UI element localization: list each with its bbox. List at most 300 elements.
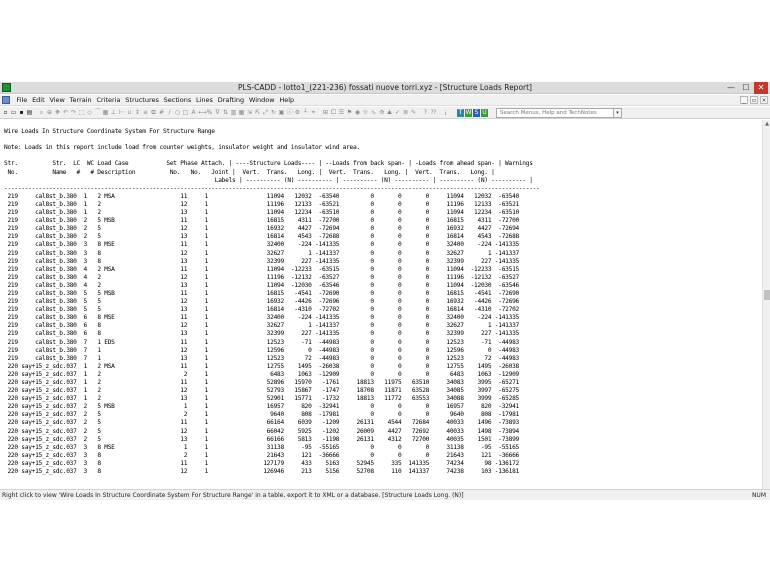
cell-wc: 8: [86, 322, 101, 330]
cell-wc: 5: [86, 419, 101, 427]
cell-al: -73893: [491, 419, 519, 427]
cell-joint: [208, 225, 239, 232]
cell-wc: 2: [86, 281, 101, 289]
update-check-icon[interactable]: U: [482, 109, 487, 116]
cell-phase: 1: [187, 281, 208, 289]
cell-sl: -32941: [311, 403, 340, 411]
wire-icon[interactable]: ∿: [370, 109, 377, 116]
cell-sl: -55165: [311, 443, 340, 451]
cell-bl: 141337: [401, 468, 430, 476]
cell-wc: 5: [86, 435, 101, 443]
menu-sections[interactable]: Sections: [163, 96, 192, 104]
num-lock-indicator: NUM: [751, 492, 766, 499]
menu-edit[interactable]: Edit: [32, 96, 45, 104]
table-row: [4, 306, 540, 314]
zoom-in-icon[interactable]: ⊕: [46, 109, 53, 116]
cell-lc: 2: [76, 435, 87, 443]
zoom-extents-icon[interactable]: ⤢: [263, 109, 268, 116]
cell-bl: 63510: [401, 379, 430, 386]
cell-al: -32941: [491, 403, 519, 411]
cell-lc: 1: [76, 362, 87, 370]
cell-bv: 0: [339, 330, 374, 338]
cell-lc: 3: [76, 241, 87, 249]
cell-bv: 18813: [339, 379, 374, 386]
cell-sv: 11094: [239, 265, 284, 273]
pls-cadd-window: [0, 82, 770, 500]
cell-bv: 0: [339, 362, 374, 370]
cell-av: 40033: [429, 427, 464, 435]
cell-str: 219: [4, 241, 18, 249]
search-input[interactable]: [496, 108, 614, 118]
cell-lc: 5: [76, 289, 87, 297]
open-file-icon[interactable]: ▭: [10, 109, 17, 116]
menu-bar: [0, 95, 770, 106]
cell-wc: 2: [86, 192, 101, 200]
cell-st: 5813: [283, 435, 312, 443]
cell-al: -63540: [491, 192, 519, 200]
cell-al: -72702: [491, 306, 519, 314]
cell-joint: [208, 233, 239, 240]
window-tile-icon[interactable]: ⊞: [322, 109, 329, 116]
cell-joint: [208, 241, 239, 248]
close-button[interactable]: ✕: [754, 82, 768, 94]
cell-sv: 32627: [239, 322, 284, 330]
cell-st: -224: [283, 314, 312, 322]
support-icon[interactable]: S: [474, 109, 479, 116]
cell-at: 3997: [463, 387, 492, 395]
table-row: [4, 258, 540, 266]
cell-str: 220: [4, 419, 18, 427]
layers-icon[interactable]: ⧉: [151, 109, 156, 116]
section-icon[interactable]: ⊢: [118, 109, 125, 116]
cell-bl: 63553: [401, 395, 430, 403]
cell-set: 11: [169, 265, 188, 273]
cell-av: 32627: [429, 322, 464, 330]
cell-set: 13: [169, 209, 188, 217]
cell-al: -36666: [491, 451, 519, 459]
percent-icon[interactable]: %: [206, 109, 213, 116]
cell-joint: [208, 290, 239, 297]
cell-joint: [208, 306, 239, 313]
cell-at: -4541: [463, 289, 492, 297]
cell-lc: 3: [76, 257, 87, 265]
cell-desc: [101, 428, 170, 435]
plan-icon[interactable]: ▦: [102, 109, 109, 116]
cell-lc: 1: [76, 379, 87, 386]
window-cascade-icon[interactable]: ⧠: [331, 109, 336, 116]
cell-name: say+15_z_sdc.037: [17, 379, 77, 386]
cell-bl: 0: [401, 411, 430, 419]
cell-sv: 16814: [239, 306, 284, 314]
menu-terrain[interactable]: Terrain: [69, 96, 92, 104]
cell-phase: 1: [187, 379, 208, 386]
cell-bl: 0: [401, 233, 430, 241]
cell-bl: 0: [401, 200, 430, 208]
menu-help[interactable]: Help: [279, 96, 295, 104]
criteria-icon[interactable]: ✓: [394, 109, 401, 116]
cell-desc: MSA: [100, 192, 170, 200]
menu-window[interactable]: Window: [248, 96, 275, 104]
cell-lc: 2: [76, 217, 87, 225]
cell-st: 12234: [283, 209, 312, 217]
table-row: [4, 468, 540, 476]
cell-at: -71: [463, 338, 492, 346]
toolbar-separator: [34, 109, 37, 117]
pan-icon[interactable]: ✥: [54, 109, 61, 116]
menu-items: [14, 95, 297, 106]
table-row: [4, 330, 540, 338]
lock-icon[interactable]: ▣: [278, 109, 285, 116]
cell-joint: [208, 339, 239, 346]
cell-av: 16957: [429, 403, 464, 411]
scroll-up-icon[interactable]: ▲: [765, 121, 769, 127]
cell-name: say+15_z_sdc.037: [17, 387, 77, 395]
cell-desc: [101, 419, 170, 426]
window-list-icon[interactable]: ☰: [338, 109, 345, 116]
select-icon[interactable]: ⬚: [78, 109, 85, 116]
cell-str: 219: [4, 346, 18, 354]
import-icon[interactable]: ⇱: [254, 109, 261, 116]
about-icon[interactable]: ¡: [444, 109, 447, 116]
cell-wc: 8: [86, 314, 101, 322]
cell-phase: 1: [187, 306, 208, 314]
cell-joint: [208, 258, 239, 265]
profile-icon[interactable]: ⌒: [94, 109, 101, 116]
table-icon[interactable]: ▦: [238, 109, 245, 116]
cell-av: 12755: [429, 362, 464, 370]
table-row: [4, 460, 540, 468]
cell-sv: 126946: [239, 468, 284, 476]
view-3d-icon[interactable]: ◇: [87, 109, 92, 116]
menu-drafting[interactable]: Drafting: [217, 96, 245, 104]
sort-icon[interactable]: ⇅: [222, 109, 229, 116]
cell-bv: 0: [339, 346, 374, 354]
cell-bl: 0: [401, 330, 430, 338]
cell-st: 4543: [283, 233, 312, 241]
cell-sv: 66166: [239, 435, 284, 443]
table-row: [4, 419, 540, 427]
cell-name: cal8st_b.380: [17, 306, 77, 314]
cell-wc: 2: [86, 273, 101, 281]
cell-bt: 0: [373, 411, 402, 419]
cell-set: 13: [169, 435, 188, 443]
cell-st: 808: [283, 411, 312, 419]
cell-av: 12523: [429, 354, 464, 362]
info-icon[interactable]: ⓘ: [286, 109, 293, 116]
cell-sl: -44983: [311, 346, 340, 354]
report-icon[interactable]: ≡: [142, 109, 149, 116]
cell-phase: 1: [187, 217, 208, 225]
cell-bv: 0: [339, 354, 374, 362]
cell-lc: 1: [76, 370, 87, 378]
cell-sv: 16814: [239, 233, 284, 241]
cell-phase: 1: [187, 330, 208, 338]
cell-sl: -26038: [311, 362, 340, 370]
rectangle-tool-icon[interactable]: □: [182, 109, 189, 116]
cell-str: 220: [4, 403, 18, 411]
table-row: [4, 322, 540, 330]
bookmark-icon[interactable]: ⚑: [346, 109, 353, 116]
cell-phase: 1: [187, 322, 208, 330]
cell-set: 11: [169, 192, 188, 200]
terrain-icon[interactable]: ⛰: [386, 109, 393, 116]
cell-phase: 1: [187, 346, 208, 354]
cell-str: 220: [4, 451, 18, 459]
ruler-icon[interactable]: ┴: [303, 109, 308, 116]
cell-set: 11: [169, 289, 188, 297]
cell-str: 219: [4, 338, 18, 346]
menu-file[interactable]: File: [16, 96, 28, 104]
cell-name: cal8st_b.380: [17, 314, 77, 322]
camera-icon[interactable]: ◉: [354, 109, 361, 116]
redo-icon[interactable]: ↷: [70, 109, 77, 116]
cell-joint: [208, 419, 239, 426]
cell-sl: -72696: [311, 298, 340, 306]
toolbar-icons: [2, 109, 453, 117]
cell-al: -141335: [491, 257, 519, 265]
cell-bt: 0: [373, 298, 402, 306]
cell-al: -141335: [491, 314, 519, 322]
cell-sl: -141335: [311, 330, 340, 338]
cell-str: 220: [4, 379, 18, 386]
cell-sv: 16957: [239, 403, 284, 411]
cell-av: 11196: [429, 200, 464, 208]
technotes-icon[interactable]: T: [458, 109, 463, 116]
cell-al: -72700: [491, 217, 519, 225]
tower-icon[interactable]: ⟰: [378, 109, 385, 116]
menu-lines[interactable]: Lines: [196, 96, 213, 104]
sun-icon[interactable]: ☼: [362, 109, 369, 116]
context-help-icon[interactable]: ⁇: [430, 109, 437, 116]
cell-sv: 11094: [239, 209, 284, 217]
cell-name: cal8st_b.380: [17, 241, 77, 249]
cell-joint: [208, 387, 239, 394]
cell-bv: 0: [339, 209, 374, 217]
cell-bl: 0: [401, 249, 430, 257]
toolbar-separator: [318, 109, 321, 117]
print-icon[interactable]: ▤: [26, 109, 33, 116]
menu-criteria[interactable]: Criteria: [96, 96, 121, 104]
document-close-button[interactable]: ×: [761, 97, 767, 104]
cell-bt: 0: [373, 217, 402, 225]
cell-av: 21643: [429, 451, 464, 459]
cell-bl: 0: [401, 241, 430, 249]
vertical-scrollbar[interactable]: [762, 120, 770, 489]
cell-desc: [101, 233, 170, 240]
cell-at: 3995: [463, 379, 492, 386]
cell-av: 32400: [429, 314, 464, 322]
drafting-icon[interactable]: ✎: [410, 109, 417, 116]
cell-lc: 6: [76, 314, 87, 322]
cell-name: cal8st_b.380: [17, 217, 77, 225]
minimize-button[interactable]: —: [727, 83, 735, 92]
cell-name: say+15_z_sdc.037: [17, 459, 77, 467]
cell-al: -141337: [491, 322, 519, 330]
cell-set: 13: [169, 233, 188, 241]
document-restore-button[interactable]: ▫: [751, 97, 757, 104]
undo-icon[interactable]: ↶: [62, 109, 69, 116]
cell-at: -12030: [463, 281, 492, 289]
cell-set: 12: [169, 346, 188, 354]
maximize-button[interactable]: ☐: [742, 83, 750, 92]
structure-icon[interactable]: ⊥: [110, 109, 117, 116]
document-minimize-button[interactable]: _: [740, 96, 748, 104]
cell-bv: 0: [339, 217, 374, 225]
filter-icon[interactable]: ∇: [215, 109, 220, 116]
export-icon[interactable]: ⇲: [246, 109, 253, 116]
cell-str: 219: [4, 192, 18, 200]
cell-sv: 32400: [239, 314, 284, 322]
cell-bl: 141335: [401, 459, 430, 467]
menu-structures[interactable]: Structures: [125, 96, 159, 104]
cell-set: 13: [169, 395, 188, 403]
cell-desc: [101, 371, 170, 378]
sag-icon[interactable]: ∪: [127, 109, 132, 116]
refresh-icon[interactable]: ↻: [270, 109, 277, 116]
save-icon[interactable]: ▪: [19, 109, 24, 116]
cell-sl: -17981: [311, 411, 340, 419]
cell-sv: 66042: [239, 427, 284, 435]
cell-st: -4541: [283, 289, 312, 297]
cell-al: -17981: [491, 411, 519, 419]
pls-website-icon[interactable]: W: [465, 109, 472, 116]
zoom-icon[interactable]: ⌕: [39, 109, 44, 116]
cell-phase: 1: [187, 403, 208, 411]
cell-bl: 0: [401, 322, 430, 330]
cell-av: 31138: [429, 443, 464, 451]
new-file-icon[interactable]: ▫: [3, 109, 8, 116]
cell-al: -65275: [491, 387, 519, 395]
cell-joint: [208, 330, 239, 337]
cell-sv: 52793: [239, 387, 284, 395]
table-row: [4, 209, 540, 217]
cell-at: 1498: [463, 427, 492, 435]
cell-set: 11: [169, 419, 188, 427]
cell-at: 4543: [463, 233, 492, 241]
cell-str: 219: [4, 225, 18, 233]
table-row: [4, 290, 540, 298]
cell-bv: 0: [339, 370, 374, 378]
cell-wc: 5: [86, 298, 101, 306]
cell-joint: [208, 395, 239, 402]
search-dropdown-button[interactable]: ▾: [614, 108, 622, 118]
cell-bl: 0: [401, 257, 430, 265]
cell-str: 219: [4, 322, 18, 330]
cell-sv: 52896: [239, 379, 284, 386]
cell-st: 72: [283, 354, 312, 362]
cell-wc: 2: [86, 370, 101, 378]
cell-desc: MSB: [100, 217, 170, 225]
status-bar: [0, 489, 770, 500]
cell-joint: [208, 355, 239, 362]
cell-name: cal8st_b.380: [17, 249, 77, 257]
cell-at: -12233: [463, 265, 492, 273]
cell-phase: 1: [187, 419, 208, 427]
cell-name: say+15_z_sdc.037: [17, 443, 77, 451]
cell-av: 34083: [429, 379, 464, 386]
cell-desc: [101, 436, 170, 443]
circle-tool-icon[interactable]: ○: [174, 109, 181, 116]
settings-icon[interactable]: ⚙: [294, 109, 301, 116]
cell-at: 808: [463, 411, 492, 419]
cell-av: 11094: [429, 192, 464, 200]
snap-icon[interactable]: ⌖: [311, 109, 316, 116]
cell-phase: 1: [187, 435, 208, 443]
cell-set: 11: [169, 459, 188, 467]
grid-icon[interactable]: #: [158, 109, 165, 116]
line-tool-icon[interactable]: ∕: [168, 109, 171, 116]
document-window-controls: [740, 96, 768, 105]
document-menu-icon[interactable]: [2, 96, 10, 104]
cell-sv: 32399: [239, 330, 284, 338]
cell-at: 1063: [463, 370, 492, 378]
cell-name: cal8st_b.380: [17, 225, 77, 233]
cell-bt: 0: [373, 273, 402, 281]
cell-set: 13: [169, 281, 188, 289]
lines-icon[interactable]: ≣: [402, 109, 409, 116]
cell-st: 5925: [283, 427, 312, 435]
cell-desc: MSB: [100, 289, 170, 297]
cell-set: 11: [169, 362, 188, 370]
cell-bt: 0: [373, 403, 402, 411]
cell-av: 16932: [429, 225, 464, 233]
toolbar-separator: [438, 109, 441, 117]
cell-str: 219: [4, 200, 18, 208]
cell-lc: 2: [76, 411, 87, 419]
clearance-icon[interactable]: ↕: [134, 109, 141, 116]
report-rows: [4, 193, 540, 476]
measure-icon[interactable]: ⟷: [198, 109, 207, 116]
cell-sv: 66164: [239, 419, 284, 427]
cell-lc: 7: [76, 354, 87, 362]
menu-view[interactable]: View: [49, 96, 65, 104]
cell-bt: 0: [373, 322, 402, 330]
cell-al: -136181: [491, 468, 519, 476]
text-tool-icon[interactable]: A: [191, 109, 196, 116]
cell-desc: [101, 274, 170, 281]
cell-bv: 0: [339, 265, 374, 273]
cell-bl: 0: [401, 354, 430, 362]
cell-bt: 0: [373, 265, 402, 273]
cell-at: 12133: [463, 200, 492, 208]
cell-lc: 5: [76, 306, 87, 314]
cell-phase: 1: [187, 387, 208, 395]
cell-name: cal8st_b.380: [17, 281, 77, 289]
cell-name: cal8st_b.380: [17, 265, 77, 273]
cell-sv: 11196: [239, 273, 284, 281]
cell-set: 12: [169, 225, 188, 233]
cell-set: 12: [169, 468, 188, 476]
cell-desc: [101, 282, 170, 289]
cell-sl: -44983: [311, 338, 340, 346]
cell-bt: 0: [373, 330, 402, 338]
cell-bv: 0: [339, 322, 374, 330]
cell-set: 11: [169, 314, 188, 322]
help-contents-icon[interactable]: ?: [423, 109, 428, 116]
scrollbar-thumb[interactable]: [764, 290, 770, 300]
chart-icon[interactable]: ▥: [230, 109, 237, 116]
cell-bt: 0: [373, 370, 402, 378]
cell-phase: 1: [187, 443, 208, 451]
table-row: [4, 395, 540, 403]
cell-bt: 0: [373, 257, 402, 265]
cell-sl: -63527: [311, 273, 340, 281]
cell-bv: 0: [339, 281, 374, 289]
cell-bl: 72700: [401, 435, 430, 443]
cell-st: 1: [283, 322, 312, 330]
cell-st: 820: [283, 403, 312, 411]
cell-phase: 1: [187, 273, 208, 281]
